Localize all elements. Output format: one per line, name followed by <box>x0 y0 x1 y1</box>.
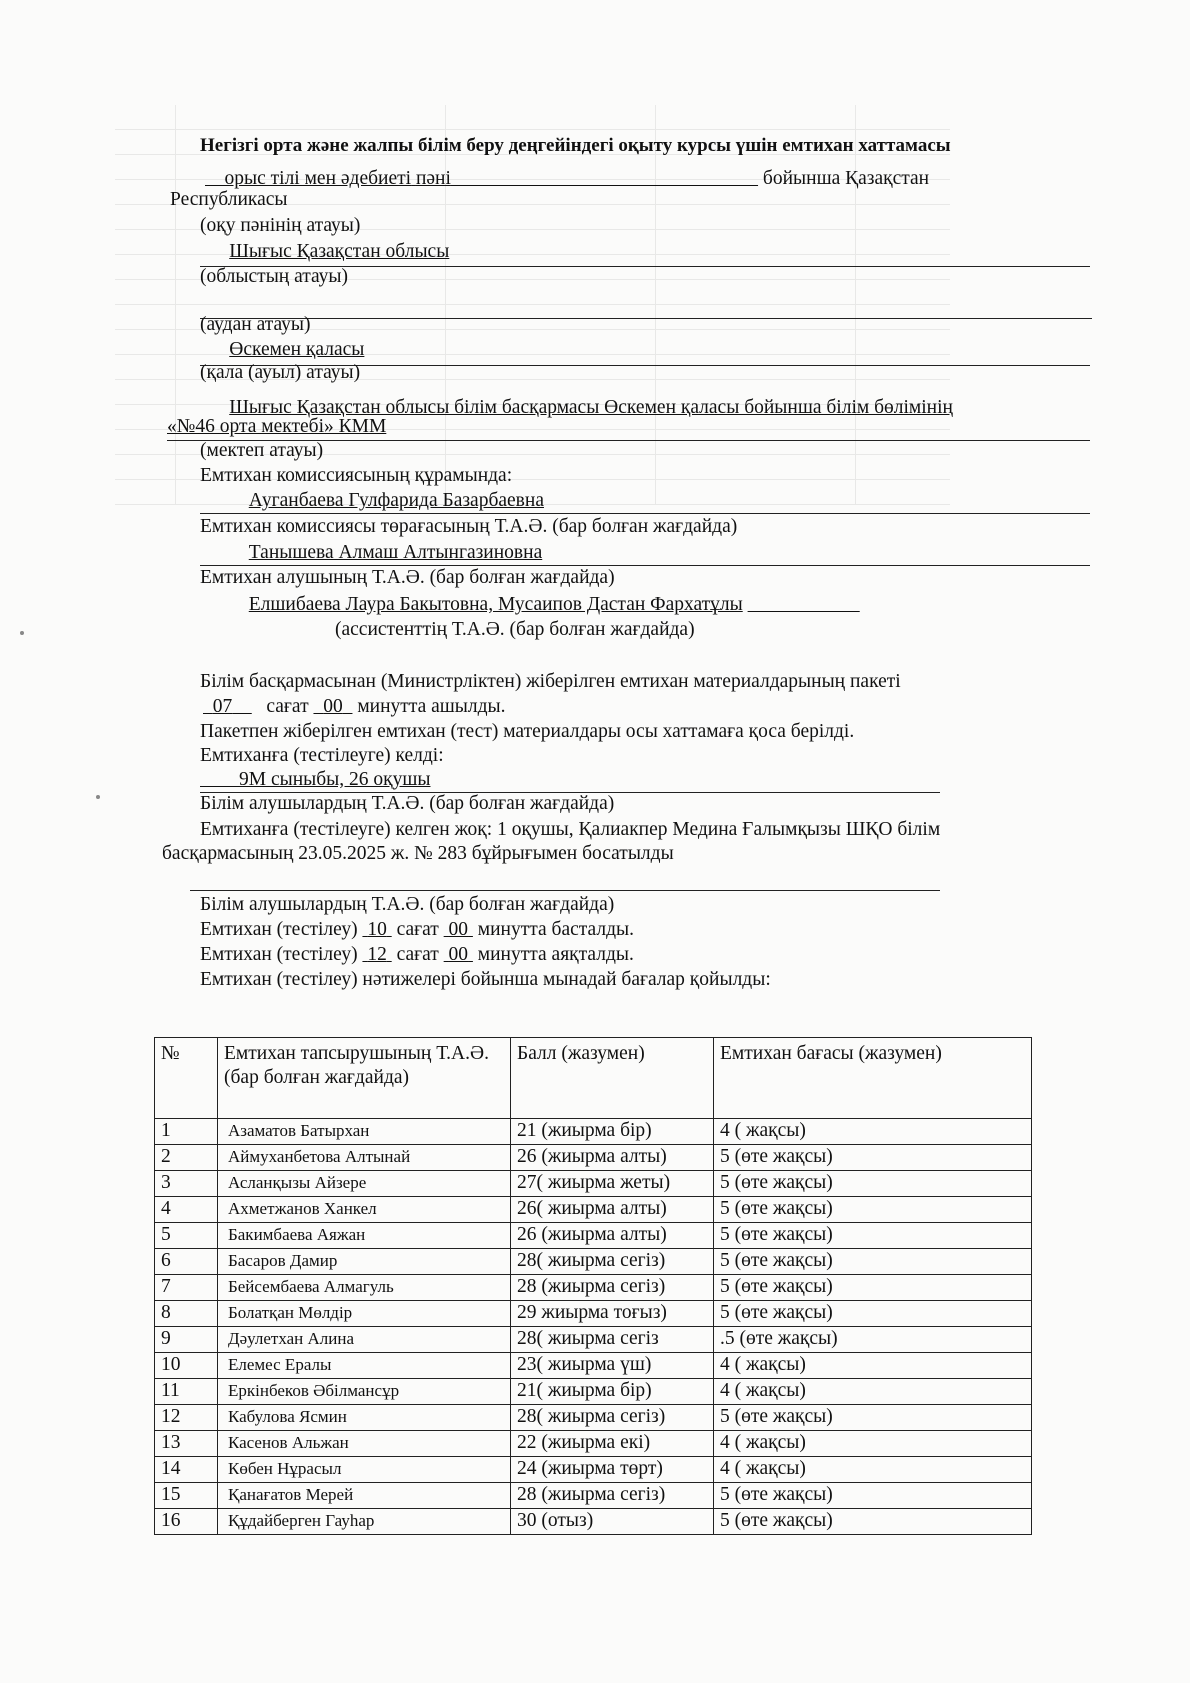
student-name: Болатқан Мөлдір <box>218 1301 511 1327</box>
grade: 5 (өте жақсы) <box>714 1301 1032 1327</box>
school-name-part1: Шығыс Қазақстан облысы білім басқармасы Өскемен қаласы бойынша білім бөлімінің <box>229 397 953 418</box>
school-caption: (мектеп атауы) <box>200 440 324 461</box>
scan-speck <box>20 631 24 635</box>
district-underline <box>200 318 1092 319</box>
student-name: Бакимбаева Аяжан <box>218 1223 511 1249</box>
subject-suffix: бойынша Қазақстан <box>762 168 930 189</box>
start-time-line: Емтихан (тестілеу) 10 сағат 00 минутта басталды. <box>200 919 635 940</box>
student-name: Еркінбеков Әбілмансұр <box>218 1379 511 1405</box>
score: 29 жиырма тоғыз) <box>511 1301 714 1327</box>
package-line-3: Пакетпен жіберілген емтихан (тест) материалдары осы хаттамаға қоса берілді. <box>200 721 855 742</box>
student-name: Дәулетхан Алина <box>218 1327 511 1353</box>
row-number: 4 <box>155 1197 218 1223</box>
row-number: 12 <box>155 1405 218 1431</box>
header-number: № <box>155 1038 218 1119</box>
end-minute: 00 <box>448 944 469 965</box>
absent-line-2: басқармасының 23.05.2025 ж. № 283 бұйрығымен босатылды <box>162 843 674 864</box>
district-caption: (аудан атауы) <box>200 314 311 335</box>
student-name: Кабулова Ясмин <box>218 1405 511 1431</box>
score: 21( жиырма бір) <box>511 1379 714 1405</box>
score: 22 (жиырма екі) <box>511 1431 714 1457</box>
grade: 5 (өте жақсы) <box>714 1405 1032 1431</box>
student-name: Құдайберген Гауһар <box>218 1509 511 1535</box>
row-number: 1 <box>155 1119 218 1145</box>
table-row <box>155 1509 1032 1535</box>
students-caption-2: Білім алушылардың Т.А.Ә. (бар болған жағдайда) <box>200 894 615 915</box>
grade: 5 (өте жақсы) <box>714 1171 1032 1197</box>
row-number: 14 <box>155 1457 218 1483</box>
document-title: Негізгі орта және жалпы білім беру деңгейіндегі оқыту курсы үшін емтихан хаттамасы <box>200 135 951 156</box>
table-row <box>155 1301 1032 1327</box>
student-name: Асланқызы Айзере <box>218 1171 511 1197</box>
assistants-names: Елшибаева Лаура Бакытовна, Мусаипов Дастан Фархатұлы <box>248 594 743 615</box>
score: 26( жиырма алты) <box>511 1197 714 1223</box>
commission-heading: Емтихан комиссиясының құрамында: <box>200 465 513 486</box>
grade: 4 ( жақсы) <box>714 1119 1032 1145</box>
student-name: Ахметжанов Ханкел <box>218 1197 511 1223</box>
table-row <box>155 1119 1032 1145</box>
grade: .5 (өте жақсы) <box>714 1327 1032 1353</box>
score: 21 (жиырма бір) <box>511 1119 714 1145</box>
region-value: Шығыс Қазақстан облысы <box>229 241 450 262</box>
table-header-row <box>155 1038 1032 1119</box>
absent-line-1: Емтиханға (тестілеуге) келген жоқ: 1 оқушы, Қалиакпер Медина Ғалымқызы ШҚО білім <box>200 819 941 840</box>
region-line <box>200 240 449 264</box>
school-line-2 <box>167 415 386 439</box>
table-row <box>155 1431 1032 1457</box>
examiner-name: Танышева Алмаш Алтынгазиновна <box>248 542 543 563</box>
score: 28 (жиырма сегіз) <box>511 1483 714 1509</box>
grade: 5 (өте жақсы) <box>714 1509 1032 1535</box>
table-row <box>155 1145 1032 1171</box>
score: 30 (отыз) <box>511 1509 714 1535</box>
results-table <box>154 1037 1032 1535</box>
grade: 5 (өте жақсы) <box>714 1275 1032 1301</box>
students-caption: Білім алушылардың Т.А.Ә. (бар болған жағдайда) <box>200 793 615 814</box>
student-name: Қанағатов Мерей <box>218 1483 511 1509</box>
table-row <box>155 1405 1032 1431</box>
attended-label: Емтиханға (тестілеуге) келді: <box>200 745 444 766</box>
student-name: Бейсембаева Алмагуль <box>218 1275 511 1301</box>
package-hour: 07 <box>212 696 233 717</box>
score: 26 (жиырма алты) <box>511 1145 714 1171</box>
city-caption: (қала (ауыл) атауы) <box>200 362 361 383</box>
header-name: Емтихан тапсырушының Т.А.Ә. (бар болған жағдайда) <box>218 1038 511 1119</box>
row-number: 3 <box>155 1171 218 1197</box>
student-name: Елемес Ералы <box>218 1353 511 1379</box>
table-row <box>155 1223 1032 1249</box>
subject-caption: (оқу пәнінің атауы) <box>200 215 361 236</box>
score: 28( жиырма сегіз) <box>511 1249 714 1275</box>
score: 26 (жиырма алты) <box>511 1223 714 1249</box>
subject-line: орыс тілі мен әдебиеті пәні бойынша Қазақстан <box>224 168 930 189</box>
score: 28( жиырма сегіз <box>511 1327 714 1353</box>
score: 28( жиырма сегіз) <box>511 1405 714 1431</box>
table-row <box>155 1353 1032 1379</box>
row-number: 13 <box>155 1431 218 1457</box>
results-line: Емтихан (тестілеу) нәтижелері бойынша мынадай бағалар қойылды: <box>200 969 771 990</box>
chair-name: Ауганбаева Гулфарида Базарбаевна <box>248 490 544 511</box>
student-name: Аймуханбетова Алтынай <box>218 1145 511 1171</box>
city-line <box>200 338 364 362</box>
table-row <box>155 1275 1032 1301</box>
attended-line <box>200 768 431 792</box>
grade: 4 ( жақсы) <box>714 1431 1032 1457</box>
package-line-1: Білім басқармасынан (Министрліктен) жіберілген емтихан материалдарының пакеті <box>200 671 901 692</box>
start-minute: 00 <box>448 919 469 940</box>
scan-speck <box>96 795 100 799</box>
row-number: 16 <box>155 1509 218 1535</box>
table-row <box>155 1197 1032 1223</box>
attended-value: 9М сыныбы, 26 оқушы <box>239 769 431 790</box>
table-row <box>155 1379 1032 1405</box>
package-time-line: 07 сағат 00 минутта ашылды. <box>212 696 506 717</box>
end-time-line: Емтихан (тестілеу) 12 сағат 00 минутта аяқталды. <box>200 944 634 965</box>
examiner-line <box>200 541 542 565</box>
chair-caption: Емтихан комиссиясы төрағасының Т.А.Ә. (бар болған жағдайда) <box>200 516 738 537</box>
grade: 5 (өте жақсы) <box>714 1145 1032 1171</box>
score: 24 (жиырма төрт) <box>511 1457 714 1483</box>
table-row <box>155 1457 1032 1483</box>
grade: 5 (өте жақсы) <box>714 1223 1032 1249</box>
grade: 4 ( жақсы) <box>714 1379 1032 1405</box>
row-number: 10 <box>155 1353 218 1379</box>
student-name: Касенов Альжан <box>218 1431 511 1457</box>
assistants-caption: (ассистенттің Т.А.Ә. (бар болған жағдайда) <box>335 619 695 640</box>
table-row <box>155 1171 1032 1197</box>
header-score: Балл (жазумен) <box>511 1038 714 1119</box>
subject-suffix2: Республикасы <box>170 189 288 210</box>
table-row <box>155 1327 1032 1353</box>
grade: 5 (өте жақсы) <box>714 1197 1032 1223</box>
school-name-part2: «№46 орта мектебі» КММ <box>167 416 387 437</box>
examiner-caption: Емтихан алушының Т.А.Ә. (бар болған жағдайда) <box>200 567 615 588</box>
city-value: Өскемен қаласы <box>229 339 365 360</box>
start-hour: 10 <box>367 919 387 940</box>
region-caption: (облыстың атауы) <box>200 266 349 287</box>
row-number: 11 <box>155 1379 218 1405</box>
table-row <box>155 1249 1032 1275</box>
end-hour: 12 <box>367 944 387 965</box>
chair-line <box>200 489 544 513</box>
row-number: 5 <box>155 1223 218 1249</box>
grade: 5 (өте жақсы) <box>714 1483 1032 1509</box>
row-number: 2 <box>155 1145 218 1171</box>
table-row <box>155 1483 1032 1509</box>
student-name: Көбен Нұрасыл <box>218 1457 511 1483</box>
assistants-line <box>200 593 860 617</box>
row-number: 15 <box>155 1483 218 1509</box>
row-number: 7 <box>155 1275 218 1301</box>
subject-value: орыс тілі мен әдебиеті <box>224 168 412 189</box>
row-number: 6 <box>155 1249 218 1275</box>
grade: 4 ( жақсы) <box>714 1353 1032 1379</box>
header-grade: Емтихан бағасы (жазумен) <box>714 1038 1032 1119</box>
chair-underline <box>200 513 1090 514</box>
absent-underline <box>190 890 940 891</box>
score: 27( жиырма жеты) <box>511 1171 714 1197</box>
score: 23( жиырма үш) <box>511 1353 714 1379</box>
row-number: 8 <box>155 1301 218 1327</box>
score: 28 (жиырма сегіз) <box>511 1275 714 1301</box>
package-minute: 00 <box>323 696 343 717</box>
grade: 4 ( жақсы) <box>714 1457 1032 1483</box>
student-name: Азаматов Батырхан <box>218 1119 511 1145</box>
student-name: Басаров Дамир <box>218 1249 511 1275</box>
grade: 5 (өте жақсы) <box>714 1249 1032 1275</box>
row-number: 9 <box>155 1327 218 1353</box>
